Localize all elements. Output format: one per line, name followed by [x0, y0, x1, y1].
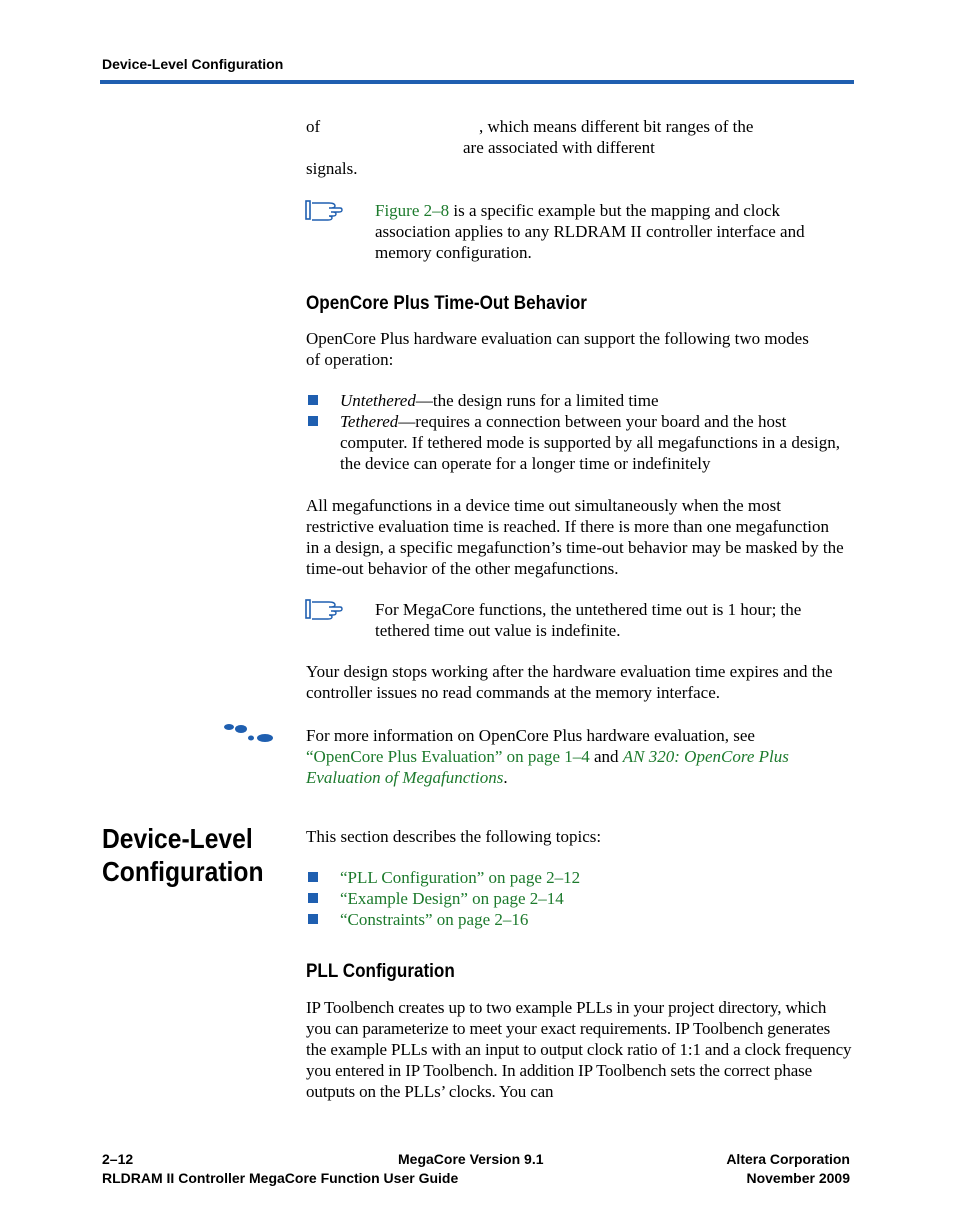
section-heading-line-2: Configuration — [102, 856, 264, 887]
opencore-paragraph-3: Your design stops working after the hardware evaluation time expires and the controller issues no read commands at the memory interface. — [306, 662, 833, 702]
topic-link-constraints[interactable]: “Constraints” on page 2–16 — [340, 910, 529, 929]
section-heading-line-1: Device-Level — [102, 823, 253, 854]
footer-date: November 2009 — [746, 1170, 850, 1186]
intro-line-1b: , which means different bit ranges of the — [479, 117, 754, 136]
square-bullet-icon — [308, 893, 318, 903]
bullet-term: Tethered — [340, 412, 399, 431]
intro-line-1 — [306, 116, 320, 137]
bullet-term: Untethered — [340, 391, 416, 410]
more-info-paragraph — [306, 725, 836, 788]
bullet-tethered — [340, 411, 854, 474]
square-bullet-icon — [308, 416, 318, 426]
square-bullet-icon — [308, 872, 318, 882]
running-header: Device-Level Configuration — [102, 56, 284, 72]
pll-heading: PLL Configuration — [306, 961, 455, 982]
pointing-hand-icon — [305, 598, 343, 620]
note-figure-reference — [375, 200, 855, 263]
bullet-text: —the design runs for a limited time — [415, 391, 659, 410]
footer-guide-title: RLDRAM II Controller MegaCore Function User Guide — [102, 1170, 459, 1186]
pointing-hand-icon — [305, 199, 343, 221]
footer-page-number: 2–12 — [102, 1151, 134, 1167]
intro-line-3: signals. — [306, 159, 358, 178]
footer-company: Altera Corporation — [726, 1151, 850, 1167]
section-intro: This section describes the following topics: — [306, 827, 602, 846]
opencore-paragraph-1: OpenCore Plus hardware evaluation can support the following two modes of operation: — [306, 329, 809, 369]
note-untethered-timeout: For MegaCore functions, the untethered time out is 1 hour; the tethered time out value is indefinite. — [375, 600, 802, 640]
more-info-text: For more information on OpenCore Plus hardware evaluation, see — [306, 726, 755, 745]
footprints-icon — [222, 722, 276, 744]
header-rule — [100, 80, 854, 84]
figure-2-8-link[interactable]: Figure 2–8 — [375, 201, 450, 220]
square-bullet-icon — [308, 914, 318, 924]
topic-link-pll-configuration[interactable]: “PLL Configuration” on page 2–12 — [340, 868, 581, 887]
opencore-heading: OpenCore Plus Time-Out Behavior — [306, 293, 587, 314]
intro-text-of: of — [306, 117, 321, 136]
opencore-paragraph-2: All megafunctions in a device time out simultaneously when the most restrictive evaluation time is reached. If there is more than one megafunction in a design, a specific megafunction’s time-out behavior may be masked by the time-out behavior of the other megafunctions. — [306, 496, 844, 578]
intro-line-2: are associated with different — [463, 138, 655, 157]
bullet-untethered — [340, 390, 854, 411]
more-info-and: and — [589, 747, 623, 766]
bullet-text: —requires a connection between your board and the host computer. If tethered mode is supported by all megafunctions in a design, the device can operate for a longer time or indefinitely — [340, 412, 840, 473]
more-info-period: . — [503, 768, 508, 787]
opencore-evaluation-link[interactable]: “OpenCore Plus Evaluation” on page 1–4 — [306, 747, 590, 766]
an-320-link[interactable]: AN 320: OpenCore Plus Evaluation of Megafunctions — [306, 747, 789, 787]
topic-link-example-design[interactable]: “Example Design” on page 2–14 — [340, 889, 564, 908]
footer-version: MegaCore Version 9.1 — [398, 1151, 544, 1167]
pll-paragraph: IP Toolbench creates up to two example PLLs in your project directory, which you can parameterize to meet your exact requirements. IP Toolbench generates the example PLLs with an input to output clock ratio of 1:1 and a clock frequency you entered in IP Toolbench. In addition IP Toolbench sets the correct phase outputs on the PLLs’ clocks. You can — [306, 998, 852, 1101]
section-heading-device-level — [102, 822, 264, 888]
note-text: is a specific example but the mapping and clock association applies to any RLDRAM II controller interface and memory configuration. — [375, 201, 805, 262]
square-bullet-icon — [308, 395, 318, 405]
